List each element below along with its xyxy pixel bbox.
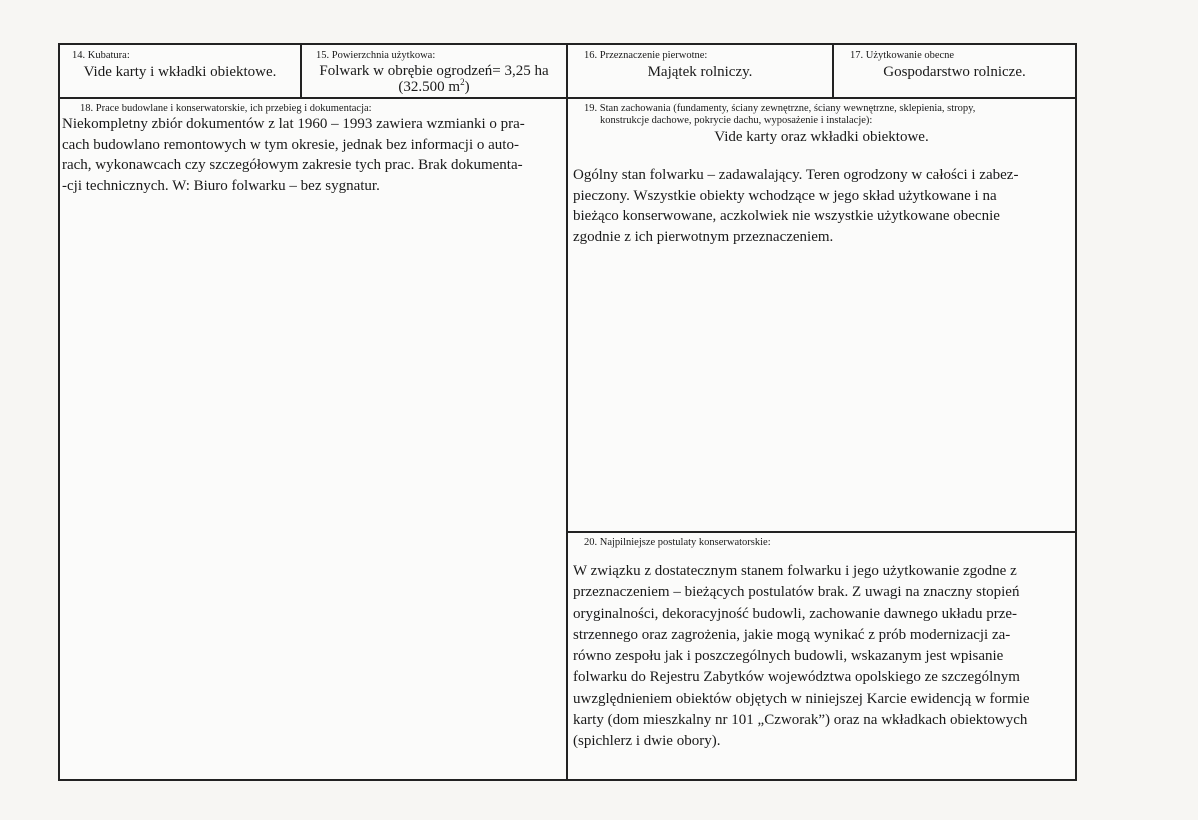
field-18-line: rach, wykonawcach czy szczegółowym zakresie tych prac. Brak dokumenta- <box>62 157 523 173</box>
record-card-form <box>58 43 1077 781</box>
field-19-label-line1: 19. Stan zachowania (fundamenty, ściany zewnętrzne, ściany wewnętrzne, sklepienia, stropy, <box>584 103 976 114</box>
field-20-line: strzennego oraz zagrożenia, jakie mogą wynikać z prób modernizacji za- <box>573 626 1011 643</box>
field-14-label: 14. Kubatura: <box>72 50 130 61</box>
field-20-line: (spichlerz i dwie obory). <box>573 733 721 750</box>
field-20-line: równo zespołu jak i poszczególnych budowli, wskazanym jest wpisanie <box>573 648 1004 665</box>
field-14-kubatura <box>60 45 300 97</box>
field-15-area-close: ) <box>464 79 470 95</box>
field-16-value: Majątek rolniczy. <box>647 64 753 80</box>
field-18-label: 18. Prace budowlane i konserwatorskie, ich przebieg i dokumentacja: <box>80 103 372 114</box>
field-19-line: Ogólny stan folwarku – zadawalający. Teren ogrodzony w całości i zabez- <box>573 167 1019 183</box>
field-19-text <box>573 165 1070 247</box>
field-20-postulaty <box>568 533 1075 779</box>
field-18-line: cach budowlano remontowych w tym okresie, jednak bez informacji o auto- <box>62 136 519 153</box>
field-20-line: folwarku do Rejestru Zabytków województwa opolskiego ze szczególnym <box>573 669 1020 686</box>
field-18-prace-budowlane <box>60 99 566 779</box>
field-17-value: Gospodarstwo rolnicze. <box>883 64 1026 80</box>
field-19-label-line2: konstrukcje dachowe, pokrycie dachu, wyposażenie i instalacje): <box>600 115 873 126</box>
field-17-uzytkowanie <box>834 45 1075 97</box>
field-20-line: karty (dom mieszkalny nr 101 „Czworak”) oraz na wkładkach obiektowych <box>573 712 1028 729</box>
field-15-label: 15. Powierzchnia użytkowa: <box>316 50 436 61</box>
field-16-przeznaczenie <box>568 45 832 97</box>
field-20-line: W związku z dostatecznym stanem folwarku i jego użytkowanie zgodne z <box>573 563 1017 579</box>
field-20-line: uwzględnieniem obiektów objętych w niniejszej Karcie ewidencją w formie <box>573 690 1030 707</box>
field-17-label: 17. Użytkowanie obecne <box>850 50 955 61</box>
field-19-line: zgodnie z ich pierwotnym przeznaczeniem. <box>573 228 834 245</box>
field-20-line: oryginalności, dekoracyjność budowli, zachowanie dawnego układu prze- <box>573 605 1018 622</box>
field-18-line: Niekompletny zbiór dokumentów z lat 1960 – 1993 zawiera wzmianki o pra- <box>62 116 525 132</box>
field-19-line: bieżąco konserwowane, aczkolwiek nie wszystkie użytkowane obecnie <box>573 208 1000 224</box>
field-18-text <box>62 114 557 196</box>
field-20-text <box>573 561 1075 753</box>
field-19-value-center: Vide karty oraz wkładki obiektowe. <box>714 129 929 145</box>
field-20-label: 20. Najpilniejsze postulaty konserwatorskie: <box>584 537 771 548</box>
field-18-line: -cji technicznych. W: Biuro folwarku – bez sygnatur. <box>62 177 380 194</box>
field-15-value-line1: Folwark w obrębie ogrodzeń= 3,25 ha <box>319 63 549 79</box>
field-20-line: przeznaczeniem – bieżących postulatów brak. Z uwagi na znaczny stopień <box>573 584 1020 601</box>
field-19-line: pieczony. Wszystkie obiekty wchodzące w jego skład użytkowane i na <box>573 187 997 204</box>
field-15-value-line2 <box>302 79 566 96</box>
field-16-label: 16. Przeznaczenie pierwotne: <box>584 50 708 61</box>
field-15-area-unit-exponent: 2 <box>460 77 465 87</box>
field-19-stan-zachowania <box>568 99 1075 531</box>
field-15-area-value: (32.500 m <box>398 79 461 95</box>
field-14-value: Vide karty i wkładki obiektowe. <box>83 64 277 80</box>
field-15-powierzchnia <box>302 45 566 97</box>
